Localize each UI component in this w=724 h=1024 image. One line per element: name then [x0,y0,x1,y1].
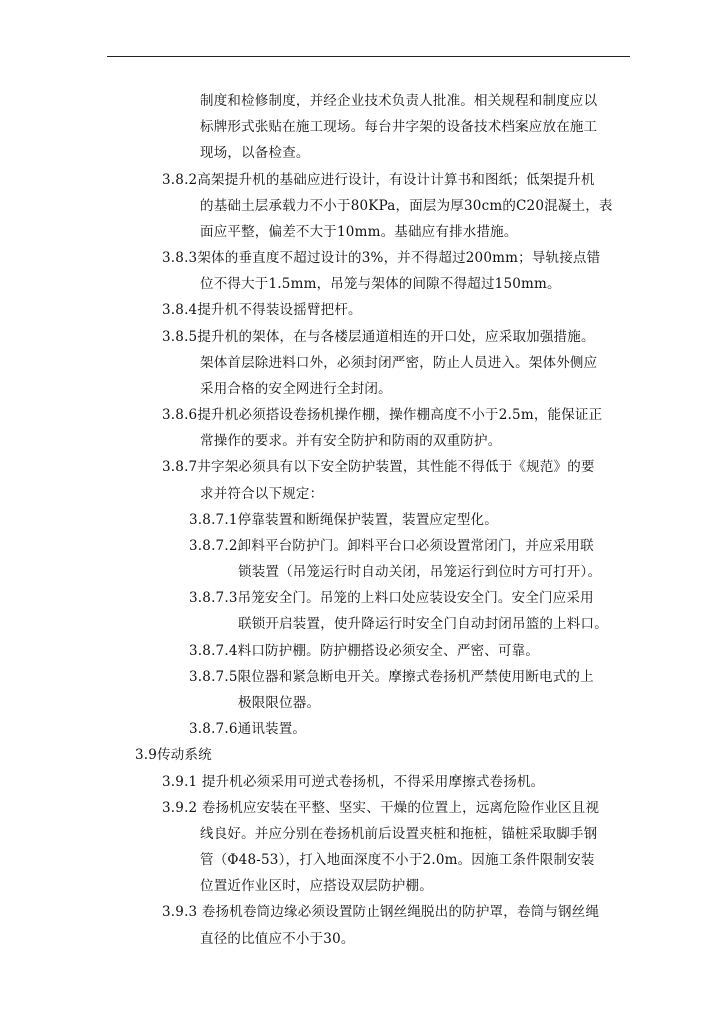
clause-3-8-3: 3.8.3架体的垂直度不超过设计的3%，并不得超过200mm；导轨接点错 [162,250,601,266]
clause-3-8-2: 3.8.2高架提升机的基础应进行设计，有设计计算书和图纸；低架提升机 [162,172,595,188]
text-line: 常操作的要求。并有安全防护和防雨的双重防护。 [200,433,502,449]
text-line: 位不得大于1.5mm，吊笼与架体的间隙不得超过150mm。 [200,276,561,292]
text-line: 标牌形式张贴在施工现场。每台井字架的设备技术档案应放在施工 [200,119,598,135]
clause-3-9-1: 3.9.1 提升机必须采用可逆式卷扬机，不得采用摩擦式卷扬机。 [162,774,545,790]
clause-3-8-7-5: 3.8.7.5限位器和紧急断电开关。摩擦式卷扬机严禁使用断电式的上 [189,669,594,685]
text-line: 制度和检修制度，并经企业技术负责人批准。相关规程和制度应以 [200,93,598,109]
text-line: 的基础土层承载力不小于80KPa，面层为厚30cm的C20混凝土，表 [200,198,613,214]
clause-3-8-7-6: 3.8.7.6通讯装置。 [189,721,307,737]
text-line: 面应平整，偏差不大于10mm。基础应有排水措施。 [200,224,518,240]
text-line: 现场，以备检查。 [200,145,310,161]
text-line: 架体首层除进料口外，必须封闭严密，防止人员进入。架体外侧应 [200,355,598,371]
text-line: 联锁开启装置，使升降运行时安全门自动封闭吊篮的上料口。 [238,616,608,632]
clause-3-8-7-4: 3.8.7.4料口防护棚。防护棚搭设必须安全、严密、可靠。 [189,643,540,659]
text-line: 线良好。并应分别在卷扬机前后设置夹桩和拖桩，锚桩采取脚手钢 [200,826,598,842]
clause-3-8-7-1: 3.8.7.1停靠装置和断绳保护装置，装置应定型化。 [189,512,498,528]
clause-3-8-7: 3.8.7井字架必须具有以下安全防护装置，其性能不得低于《规范》的要 [162,459,595,475]
text-line: 位置近作业区时，应搭设双层防护棚。 [200,878,433,894]
text-line: 极限限位器。 [238,695,321,711]
text-line: 采用合格的安全网进行全封闭。 [200,381,392,397]
section-heading-3-9: 3.9传动系统 [135,747,212,763]
clause-3-9-3: 3.9.3 卷扬机卷筒边缘必须设置防止钢丝绳脱出的防护罩，卷筒与钢丝绳 [162,904,600,920]
clause-3-8-7-2: 3.8.7.2卸料平台防护门。卸料平台口必须设置常闭门，并应采用联 [189,538,594,554]
clause-3-8-6: 3.8.6提升机必须搭设卷扬机操作棚，操作棚高度不小于2.5m，能保证正 [162,407,603,423]
text-line: 管（Φ48-53），打入地面深度不小于2.0m。因施工条件限制安装 [200,852,595,868]
text-line: 直径的比值应不小于30。 [200,931,355,947]
clause-3-8-4: 3.8.4提升机不得装设摇臂把杆。 [162,302,362,318]
header-rule [107,56,630,57]
text-line: 求并符合以下规定： [200,486,324,502]
clause-3-9-2: 3.9.2 卷扬机应安装在平整、坚实、干燥的位置上，远离危险作业区且视 [162,800,600,816]
clause-3-8-5: 3.8.5提升机的架体，在与各楼层通道相连的开口处，应采取加强措施。 [162,329,595,345]
clause-3-8-7-3: 3.8.7.3吊笼安全门。吊笼的上料口处应装设安全门。安全门应采用 [189,590,594,606]
text-line: 锁装置（吊笼运行时自动关闭，吊笼运行到位时方可打开）。 [238,564,602,580]
